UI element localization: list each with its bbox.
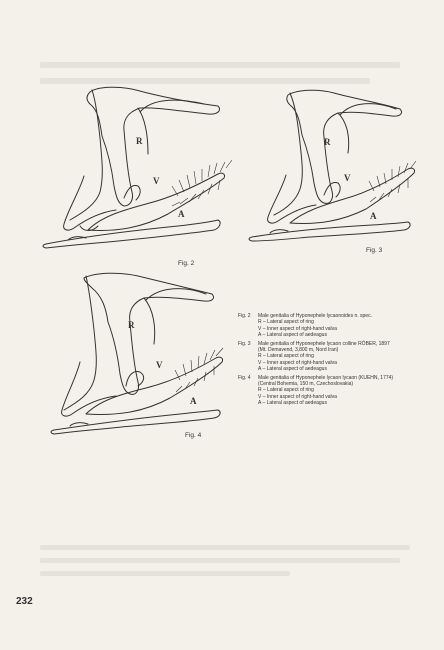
legend-line: R – Lateral aspect of ring — [258, 353, 314, 360]
fig3-caption: Fig. 3 — [366, 247, 383, 254]
fig3-valva — [290, 168, 415, 223]
show-through-line — [40, 62, 400, 68]
legend-line: A – Lateral aspect of aedeagus — [258, 399, 327, 406]
legend-line: A – Lateral aspect of aedeagus — [258, 365, 327, 372]
fig2-label-valva: V — [153, 176, 160, 186]
fig3-label-valva: V — [344, 173, 351, 183]
fig4-aedeagus — [51, 410, 220, 434]
legend-line: V – Inner aspect of right-hand valva — [258, 393, 337, 400]
fig4-label-ring: R — [128, 320, 135, 330]
legend-entry-fig3 — [238, 341, 438, 372]
legend-fig-number: Fig. 3 — [238, 340, 251, 347]
fig4-caption: Fig. 4 — [185, 432, 202, 439]
figure-4-drawing — [40, 268, 240, 443]
legend-line: (Central Bohemia, 150 m, Czechoslovakia) — [258, 380, 354, 387]
legend-line: A – Lateral aspect of aedeagus — [258, 331, 327, 338]
fig2-label-ring: R — [136, 136, 143, 146]
fig4-ring — [84, 273, 214, 394]
legend-line: Male genitalia of Hyponephele lycaon lycaon (KUEHN, 1774) — [258, 374, 394, 381]
fig4-label-aedeagus: A — [190, 396, 197, 406]
legend-line: V – Inner aspect of right-hand valva — [258, 325, 337, 332]
show-through-line — [40, 558, 400, 563]
legend-fig-number: Fig. 4 — [238, 374, 251, 381]
legend-line: R – Lateral aspect of ring — [258, 319, 314, 326]
show-through-line — [40, 571, 290, 576]
legend-body — [258, 375, 438, 406]
legend-entry-fig4 — [238, 375, 438, 406]
page-number: 232 — [16, 596, 33, 607]
fig2-label-aedeagus: A — [178, 209, 185, 219]
fig3-ring — [287, 90, 402, 203]
legend-line: Male genitalia of Hyponephele lycaonoides n. spec. — [258, 313, 372, 319]
figure-3-drawing — [240, 85, 430, 245]
legend-line: Male genitalia of Hyponephele lycaon colline RÖBER, 1897 — [258, 340, 390, 347]
fig2-caption: Fig. 2 — [178, 260, 195, 267]
fig4-valva — [86, 357, 223, 414]
figure-4 — [40, 268, 240, 443]
legend-line: (Mt. Demavend, 3,800 m, Nord Iran) — [258, 346, 339, 353]
fig3-label-aedeagus: A — [370, 211, 377, 221]
legend-body — [258, 313, 438, 338]
fig3-aedeagus — [249, 222, 410, 241]
legend-line: R – Lateral aspect of ring — [258, 387, 314, 394]
legend-line: V – Inner aspect of right-hand valva — [258, 359, 337, 366]
fig2-ring — [87, 87, 220, 206]
fig3-label-ring: R — [324, 137, 331, 147]
figure-2 — [28, 80, 238, 267]
legend-body — [258, 341, 438, 372]
legend-fig-number: Fig. 2 — [238, 313, 251, 319]
figure-2-drawing — [28, 80, 238, 255]
fig2-aedeagus — [43, 220, 220, 248]
figure-3 — [240, 85, 430, 254]
legend-entry-fig2 — [238, 313, 438, 338]
show-through-line — [40, 545, 410, 550]
figure-legend — [238, 313, 438, 409]
fig4-label-valva: V — [156, 360, 163, 370]
